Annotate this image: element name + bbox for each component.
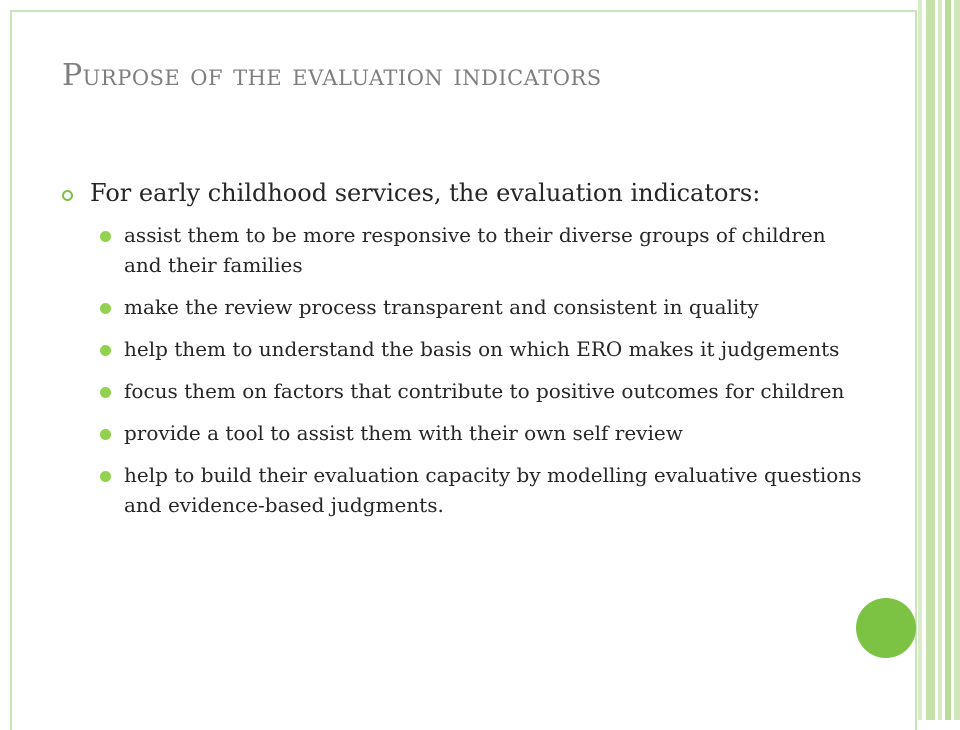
- ring-bullet-icon: [62, 190, 73, 201]
- list-item-text: focus them on factors that contribute to positive outcomes for children: [124, 379, 845, 403]
- dot-bullet-icon: [100, 345, 111, 356]
- main-point-text: For early childhood services, the evaluation indicators:: [90, 179, 761, 207]
- list-item: [62, 292, 862, 322]
- stripe: [938, 0, 942, 720]
- list-item-text: help to build their evaluation capacity by modelling evaluative questions and evidence-based judgments.: [124, 463, 862, 517]
- stripe: [945, 0, 951, 720]
- slide-content: [62, 176, 862, 532]
- dot-bullet-icon: [100, 231, 111, 242]
- list-item-text: provide a tool to assist them with their own self review: [124, 421, 683, 445]
- list-item: [62, 220, 862, 280]
- list-item: [62, 460, 862, 520]
- dot-bullet-icon: [100, 387, 111, 398]
- dot-bullet-icon: [100, 429, 111, 440]
- bullet-list: [62, 220, 862, 520]
- list-item: [62, 376, 862, 406]
- decorative-stripes: [918, 0, 960, 720]
- dot-bullet-icon: [100, 303, 111, 314]
- green-circle: [856, 598, 916, 658]
- list-item: [62, 418, 862, 448]
- stripe: [954, 0, 960, 720]
- stripe: [926, 0, 935, 720]
- slide-title: Purpose of the evaluation indicators: [62, 58, 602, 93]
- list-item: [62, 334, 862, 364]
- list-item-text: make the review process transparent and consistent in quality: [124, 295, 759, 319]
- dot-bullet-icon: [100, 471, 111, 482]
- main-point: [62, 176, 862, 210]
- list-item-text: assist them to be more responsive to their diverse groups of children and their families: [124, 223, 826, 277]
- stripe: [918, 0, 922, 720]
- list-item-text: help them to understand the basis on which ERO makes it judgements: [124, 337, 840, 361]
